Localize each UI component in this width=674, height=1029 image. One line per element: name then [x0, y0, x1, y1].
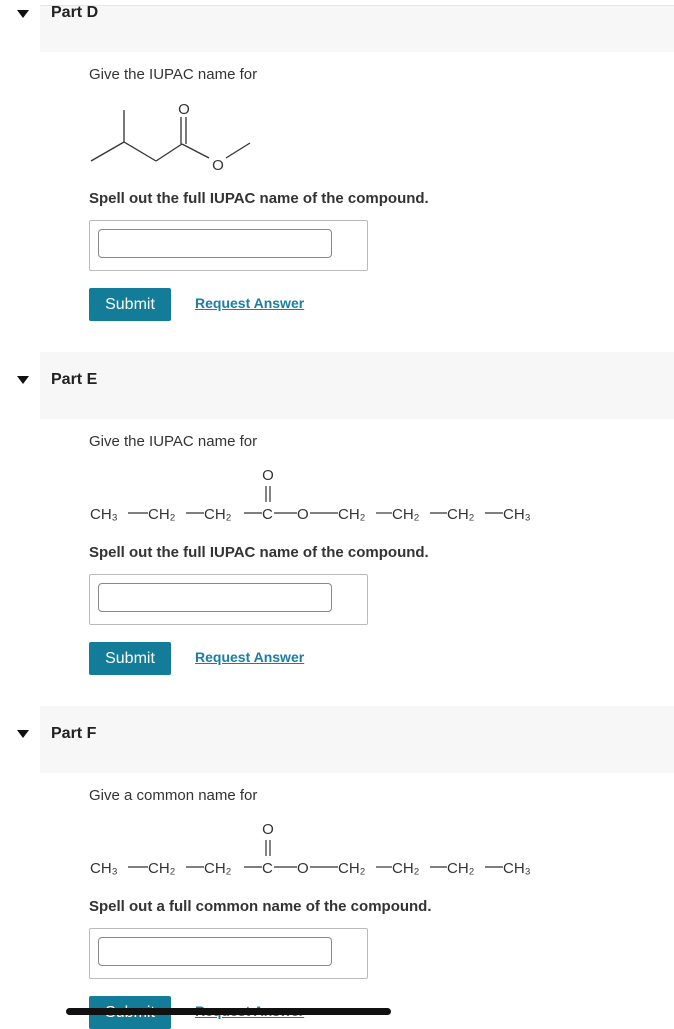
part-f-answer-box: [89, 928, 368, 979]
part-f-group-6: CH₂: [447, 860, 475, 877]
collapse-toggle-icon[interactable]: [17, 10, 29, 18]
part-d-request-answer-link[interactable]: Request Answer: [195, 295, 305, 311]
part-d-answer-input[interactable]: [98, 229, 332, 258]
part-e-group-1: CH₃: [90, 506, 118, 523]
part-f-prompt: Give a common name for: [89, 787, 258, 804]
part-f-instruction: Spell out a full common name of the compound.: [89, 898, 432, 915]
part-d-carbonyl-oxygen: O: [178, 101, 190, 118]
part-f-ester-oxygen: O: [297, 860, 309, 877]
part-e-submit-button[interactable]: Submit: [89, 642, 171, 675]
part-d-submit-button[interactable]: Submit: [89, 288, 171, 321]
part-f-group-7: CH₃: [503, 860, 531, 877]
part-d-instruction: Spell out the full IUPAC name of the compound.: [89, 190, 429, 207]
part-f-group-4: CH₂: [338, 860, 366, 877]
part-f-carbonyl-oxygen: O: [262, 821, 274, 838]
part-f-group-2: CH₂: [148, 860, 176, 877]
part-e-carbonyl-oxygen: O: [262, 467, 274, 484]
part-e-header[interactable]: [40, 352, 674, 419]
part-f-group-3: CH₂: [204, 860, 232, 877]
part-f-carbonyl-carbon: C: [262, 860, 273, 877]
part-e-group-5: CH₂: [392, 506, 420, 523]
part-e-prompt: Give the IUPAC name for: [89, 433, 258, 450]
part-d-answer-box: [89, 220, 368, 271]
part-e-group-3: CH₂: [204, 506, 232, 523]
part-e-group-6: CH₂: [447, 506, 475, 523]
part-f-header[interactable]: [40, 706, 674, 773]
collapse-toggle-icon[interactable]: [17, 376, 29, 384]
part-e-group-4: CH₂: [338, 506, 366, 523]
part-e-carbonyl-carbon: C: [262, 506, 273, 523]
part-e-group-2: CH₂: [148, 506, 176, 523]
part-e-answer-box: [89, 574, 368, 625]
part-f-answer-input[interactable]: [98, 937, 332, 966]
part-e-title: Part E: [51, 371, 98, 388]
part-d-title: Part D: [51, 4, 99, 21]
part-e-request-answer-link[interactable]: Request Answer: [195, 649, 305, 665]
part-e-condensed-formula: [86, 462, 556, 528]
part-e-answer-input[interactable]: [98, 583, 332, 612]
part-f-condensed-formula: [86, 816, 556, 882]
home-indicator-bar[interactable]: [66, 1008, 391, 1015]
part-d-ester-oxygen: O: [212, 157, 224, 174]
part-f-title: Part F: [51, 725, 97, 742]
part-f-group-5: CH₂: [392, 860, 420, 877]
part-d-skeletal-structure: [86, 96, 256, 176]
collapse-toggle-icon[interactable]: [17, 730, 29, 738]
part-d-header[interactable]: [40, 6, 674, 52]
part-e-instruction: Spell out the full IUPAC name of the compound.: [89, 544, 429, 561]
part-f-group-1: CH₃: [90, 860, 118, 877]
part-e-group-7: CH₃: [503, 506, 531, 523]
part-e-ester-oxygen: O: [297, 506, 309, 523]
part-d-prompt: Give the IUPAC name for: [89, 66, 258, 83]
